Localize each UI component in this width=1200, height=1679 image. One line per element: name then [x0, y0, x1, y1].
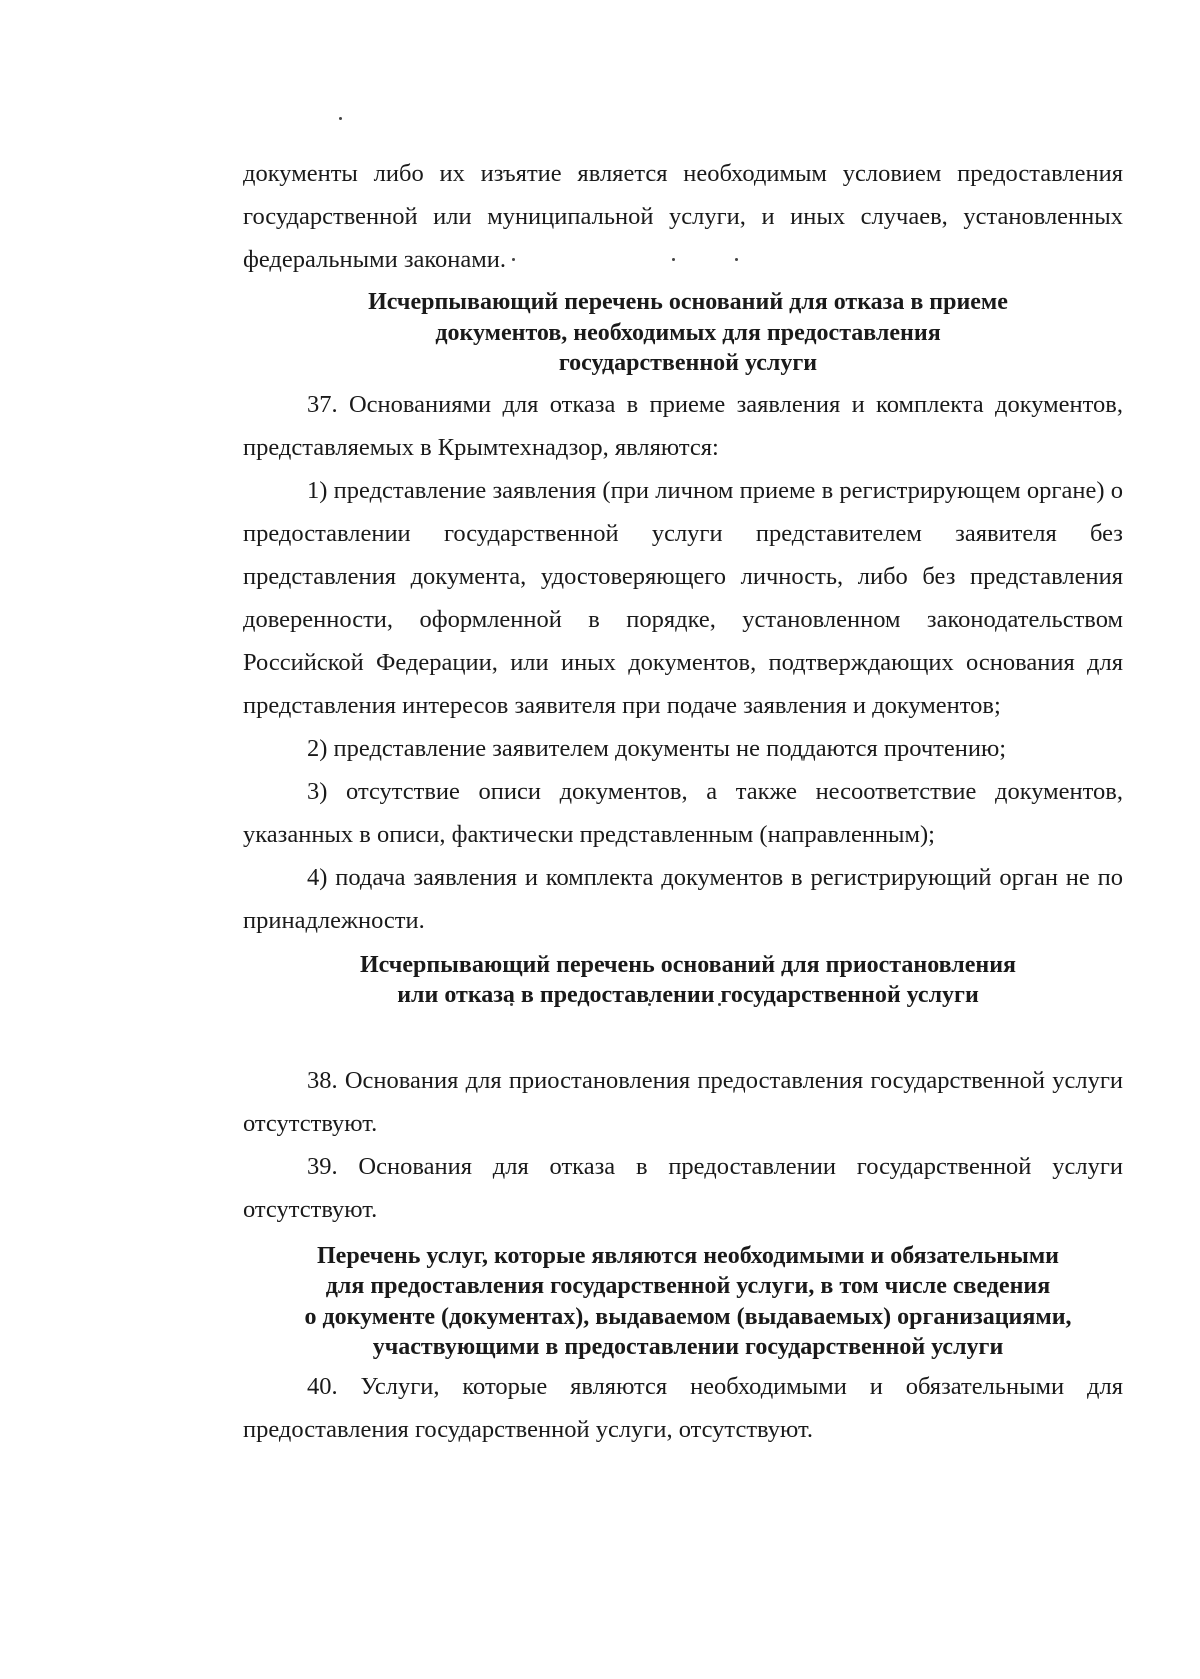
scan-speck — [339, 117, 342, 120]
document-body — [243, 152, 1123, 1451]
paragraph-40: 40. Услуги, которые являются необходимыми и обязательными для предоставления государственной услуги, отсутствуют. — [243, 1372, 1123, 1443]
paragraph-37-item-2: 2) представление заявителем документы не поддаются прочтению; — [307, 734, 1007, 762]
intro-paragraph: документы либо их изъятие является необходимым условием предоставления государственной или муниципальной услуги, и иных случаев, установленных федеральными законами. — [243, 160, 1123, 273]
heading-line: для предоставления государственной услуги, в том числе сведения — [325, 1273, 1051, 1299]
heading-line: Исчерпывающий перечень оснований для отказа в приеме — [368, 289, 1008, 315]
section-heading-required-services — [243, 1241, 1123, 1363]
paragraph-38: 38. Основания для приостановления предоставления государственной услуги отсутствуют. — [243, 1066, 1123, 1137]
section-heading-suspension-refusal — [243, 950, 1123, 1011]
heading-line: участвующими в предоставлении государственной услуги — [372, 1334, 1004, 1360]
paragraph-37-item-1: 1) представление заявления (при личном приеме в регистрирующем органе) о предоставлении государственной услуги представителем заявителя без представления документа, удостоверяющего личность, либо без представления доверенности, оформленной в порядке, установленном законодательством Российской Федерации, или иных документов, подтверждающих основания для представления интересов заявителя при подаче заявления и документов; — [243, 476, 1123, 719]
paragraph-37-item-3: 3) отсутствие описи документов, а также несоответствие документов, указанных в описи, фактически представленным (направленным); — [243, 777, 1123, 848]
heading-line: о документе (документах), выдаваемом (выдаваемых) организациями, — [304, 1303, 1072, 1330]
section-heading-refusal-acceptance — [243, 287, 1123, 379]
paragraph-37-item-4: 4) подача заявления и комплекта документов в регистрирующий орган не по принадлежности. — [243, 863, 1123, 934]
heading-line: документов, необходимых для предоставления — [435, 319, 941, 346]
heading-line: или отказа в предоставлении государственной услуги — [397, 982, 979, 1008]
heading-line: Перечень услуг, которые являются необходимыми и обязательными — [317, 1242, 1059, 1269]
paragraph-39: 39. Основания для отказа в предоставлении государственной услуги отсутствуют. — [243, 1152, 1123, 1223]
heading-line: Исчерпывающий перечень оснований для приостановления — [359, 951, 1017, 978]
paragraph-37: 37. Основаниями для отказа в приеме заявления и комплекта документов, представляемых в Крымтехнадзор, являются: — [243, 390, 1123, 461]
heading-line: государственной услуги — [558, 350, 818, 376]
